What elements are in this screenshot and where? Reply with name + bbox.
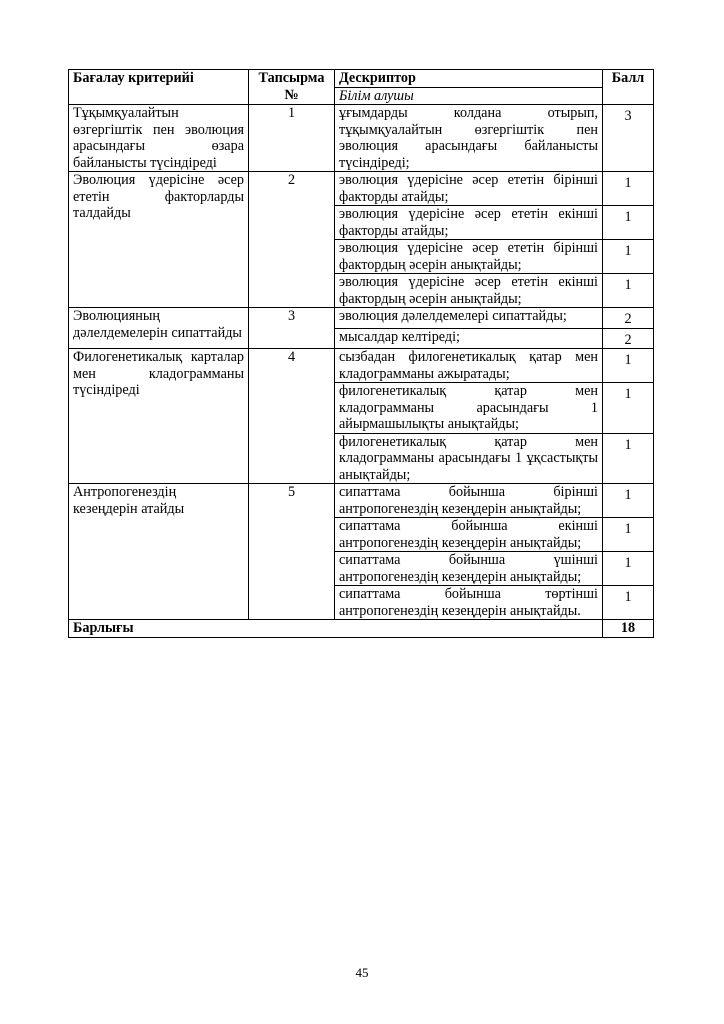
descriptor-cell: филогенетикалық қатар мен кладограмманы арасындағы 1 айырмашылықты анықтайды; (335, 383, 603, 434)
score-cell: 2 (603, 308, 654, 329)
total-row (69, 620, 654, 638)
table-row (69, 105, 654, 172)
descriptor-cell: филогенетикалық қатар мен кладограмманы арасындағы 1 ұқсастықты анықтайды; (335, 433, 603, 484)
descriptor-cell: ұғымдарды колдана отырып, тұқымқуалайтын өзгергіштік пен эволюция арасындағы байланысты түсіндіреді; (335, 105, 603, 172)
score-cell: 1 (603, 433, 654, 484)
criterion-cell: Тұқымқуалайтын өзгергіштік пен эволюция арасындағы өзара байланысты түсіндіреді (69, 105, 249, 172)
descriptor-cell: эволюция үдерісіне әсер ететін бірінші фактордың әсерін анықтайды; (335, 240, 603, 274)
criterion-cell: Антропогенездің кезеңдерін атайды (69, 484, 249, 620)
descriptor-cell: эволюция үдерісіне әсер ететін бірінші факторды атайды; (335, 172, 603, 206)
score-cell: 1 (603, 274, 654, 308)
header-descriptor: Дескриптор (335, 70, 603, 88)
task-number-cell: 1 (249, 105, 335, 172)
descriptor-cell: мысалдар келтіреді; (335, 328, 603, 349)
task-number-cell: 5 (249, 484, 335, 620)
score-cell: 1 (603, 518, 654, 552)
score-cell: 3 (603, 105, 654, 172)
task-number-cell: 2 (249, 172, 335, 308)
descriptor-cell: сипаттама бойынша екінші антропогенездің кезеңдерін анықтайды; (335, 518, 603, 552)
table-header-row (69, 70, 654, 88)
task-number-cell: 3 (249, 308, 335, 349)
score-cell: 2 (603, 328, 654, 349)
descriptor-cell: сызбадан филогенетикалық қатар мен кладограмманы ажыратады; (335, 349, 603, 383)
assessment-rubric-table (68, 69, 654, 638)
criterion-cell: Эволюция үдерісіне әсер ететін факторларды талдайды (69, 172, 249, 308)
criterion-cell: Филогенетикалық карталар мен кладограмманы түсіндіреді (69, 349, 249, 484)
descriptor-cell: сипаттама бойынша бірінші антропогенездің кезеңдерін анықтайды; (335, 484, 603, 518)
table-row (69, 172, 654, 206)
header-score: Балл (603, 70, 654, 105)
descriptor-cell: сипаттама бойынша үшінші антропогенездің кезеңдерін анықтайды; (335, 552, 603, 586)
total-score: 18 (603, 620, 654, 638)
score-cell: 1 (603, 349, 654, 383)
score-cell: 1 (603, 240, 654, 274)
header-criterion: Бағалау критерийі (69, 70, 249, 105)
descriptor-cell: эволюция дәлелдемелері сипаттайды; (335, 308, 603, 329)
page-number: 45 (355, 965, 369, 980)
header-descriptor-subtitle: Білім алушы (335, 87, 603, 105)
total-label: Барлығы (69, 620, 603, 638)
task-number-cell: 4 (249, 349, 335, 484)
score-cell: 1 (603, 552, 654, 586)
score-cell: 1 (603, 586, 654, 620)
header-task-number: Тапсырма № (249, 70, 335, 105)
descriptor-cell: эволюция үдерісіне әсер ететін екінші фактордың әсерін анықтайды; (335, 274, 603, 308)
score-cell: 1 (603, 206, 654, 240)
score-cell: 1 (603, 484, 654, 518)
score-cell: 1 (603, 172, 654, 206)
table-row (69, 484, 654, 518)
descriptor-cell: сипаттама бойынша төртінші антропогенездің кезеңдерін анықтайды. (335, 586, 603, 620)
descriptor-cell: эволюция үдерісіне әсер ететін екінші факторды атайды; (335, 206, 603, 240)
score-cell: 1 (603, 383, 654, 434)
table-row (69, 349, 654, 383)
criterion-cell: Эволюцияның дәлелдемелерін сипаттайды (69, 308, 249, 349)
table-row (69, 308, 654, 329)
